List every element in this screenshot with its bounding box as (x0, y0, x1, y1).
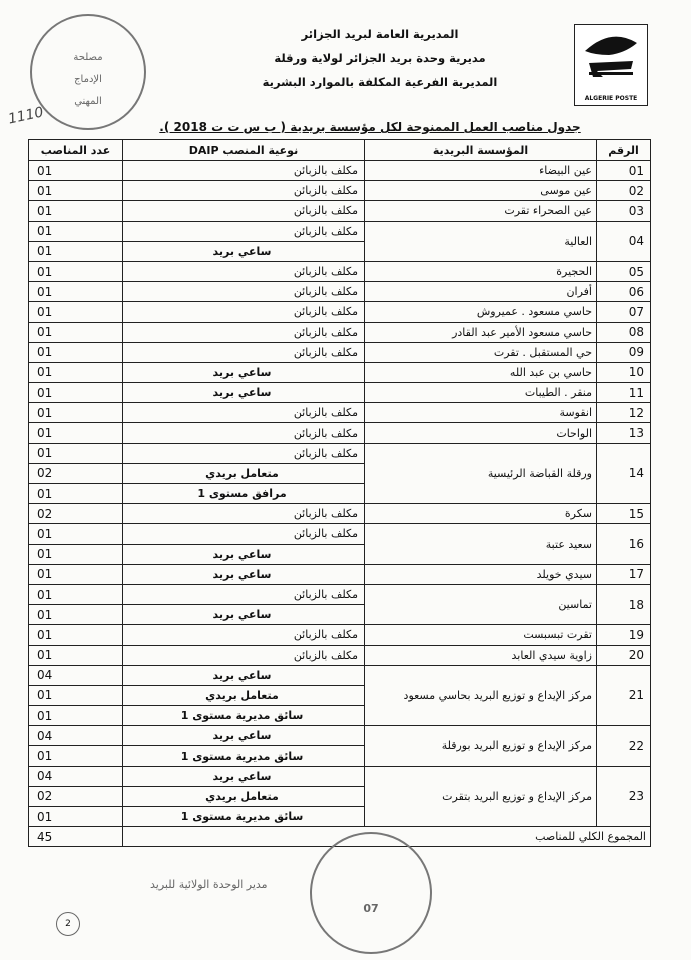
table-row (29, 181, 651, 201)
position-type: ساعي بريد (123, 544, 365, 564)
table-body (29, 161, 651, 827)
position-count: 02 (29, 786, 123, 806)
row-number: 14 (597, 443, 651, 504)
total-label: المجموع الكلي للمناصب (123, 827, 651, 847)
position-type: مكلف بالزبائن (123, 443, 365, 463)
position-type: مكلف بالزبائن (123, 403, 365, 423)
position-count: 01 (29, 282, 123, 302)
position-count: 01 (29, 201, 123, 221)
row-number: 16 (597, 524, 651, 564)
logo-icon (575, 25, 647, 85)
position-count: 01 (29, 685, 123, 705)
position-type: ساعي بريد (123, 383, 365, 403)
institution-name: مركز الإيداع و توزيع البريد بحاسي مسعود (365, 665, 597, 726)
table-row (29, 645, 651, 665)
col-header-num: الرقم (597, 140, 651, 161)
logo-caption: ALGERIE POSTE (584, 95, 638, 102)
col-header-cnt: عدد المناصب (29, 140, 123, 161)
table-row (29, 261, 651, 281)
position-count: 01 (29, 605, 123, 625)
position-type: ساعي بريد (123, 726, 365, 746)
table-row (29, 362, 651, 382)
institution-name: انقوسة (365, 403, 597, 423)
institution-name: حاسي مسعود . عميروش (365, 302, 597, 322)
table-row (29, 524, 651, 544)
position-type: سائق مديرية مستوى 1 (123, 706, 365, 726)
position-type: مكلف بالزبائن (123, 282, 365, 302)
handwritten-reference: 1110 (6, 104, 45, 128)
table-row (29, 342, 651, 362)
position-count: 01 (29, 241, 123, 261)
institution-name: سكرة (365, 504, 597, 524)
row-number: 10 (597, 362, 651, 382)
algerie-poste-logo (574, 24, 648, 106)
row-number: 15 (597, 504, 651, 524)
position-count: 01 (29, 221, 123, 241)
row-number: 05 (597, 261, 651, 281)
positions-table (28, 139, 651, 847)
table-row (29, 766, 651, 786)
institution-name: حاسي بن عبد الله (365, 362, 597, 382)
position-count: 01 (29, 706, 123, 726)
institution-name: حاسي مسعود الأمير عبد القادر (365, 322, 597, 342)
position-type: مكلف بالزبائن (123, 342, 365, 362)
position-count: 01 (29, 807, 123, 827)
position-type: متعامل بريدي (123, 463, 365, 483)
table-row (29, 201, 651, 221)
total-value: 45 (29, 827, 123, 847)
position-type: مرافق مستوى 1 (123, 484, 365, 504)
position-count: 04 (29, 665, 123, 685)
position-type: مكلف بالزبائن (123, 625, 365, 645)
institution-name: تقرت تبسبست (365, 625, 597, 645)
row-number: 02 (597, 181, 651, 201)
table-row (29, 302, 651, 322)
position-count: 01 (29, 544, 123, 564)
position-count: 01 (29, 383, 123, 403)
institution-name: العالية (365, 221, 597, 261)
institution-name: عين البيضاء (365, 161, 597, 181)
position-count: 01 (29, 362, 123, 382)
row-number: 01 (597, 161, 651, 181)
position-type: مكلف بالزبائن (123, 423, 365, 443)
institution-name: أفران (365, 282, 597, 302)
position-count: 02 (29, 463, 123, 483)
row-number: 17 (597, 564, 651, 584)
position-type: مكلف بالزبائن (123, 161, 365, 181)
position-count: 01 (29, 564, 123, 584)
table-row (29, 403, 651, 423)
stamp-text: الإدماج (74, 74, 102, 85)
row-number: 08 (597, 322, 651, 342)
header-line: مديرية وحدة بريد الجزائر لولاية ورقلة (274, 51, 486, 65)
position-count: 01 (29, 322, 123, 342)
institution-name: عين الصحراء تقرت (365, 201, 597, 221)
table-row (29, 625, 651, 645)
table-row (29, 443, 651, 463)
position-count: 01 (29, 645, 123, 665)
table-row (29, 584, 651, 604)
position-type: متعامل بريدي (123, 786, 365, 806)
position-type: مكلف بالزبائن (123, 322, 365, 342)
position-type: متعامل بريدي (123, 685, 365, 705)
institution-name: الواحات (365, 423, 597, 443)
row-number: 18 (597, 584, 651, 624)
position-count: 02 (29, 504, 123, 524)
position-count: 01 (29, 342, 123, 362)
position-count: 01 (29, 181, 123, 201)
position-type: مكلف بالزبائن (123, 302, 365, 322)
table-header-row (29, 140, 651, 161)
position-type: مكلف بالزبائن (123, 524, 365, 544)
row-number: 12 (597, 403, 651, 423)
position-type: مكلف بالزبائن (123, 504, 365, 524)
institution-name: تماسين (365, 584, 597, 624)
table-row (29, 221, 651, 241)
row-number: 09 (597, 342, 651, 362)
table-row (29, 161, 651, 181)
page-number: 2 (56, 912, 80, 936)
row-number: 23 (597, 766, 651, 827)
institution-name: مركز الإيداع و توزيع البريد بورقلة (365, 726, 597, 766)
row-number: 04 (597, 221, 651, 261)
position-type: مكلف بالزبائن (123, 645, 365, 665)
position-type: ساعي بريد (123, 241, 365, 261)
row-number: 19 (597, 625, 651, 645)
position-count: 04 (29, 726, 123, 746)
document-header (230, 22, 530, 94)
table-row (29, 322, 651, 342)
col-header-inst: المؤسسة البريدية (365, 140, 597, 161)
table-row (29, 504, 651, 524)
table-row (29, 282, 651, 302)
institution-name: عين موسى (365, 181, 597, 201)
position-count: 01 (29, 746, 123, 766)
official-stamp-bottom (310, 832, 432, 954)
position-count: 01 (29, 161, 123, 181)
row-number: 06 (597, 282, 651, 302)
position-type: مكلف بالزبائن (123, 221, 365, 241)
position-type: ساعي بريد (123, 564, 365, 584)
position-count: 01 (29, 625, 123, 645)
position-count: 01 (29, 403, 123, 423)
institution-name: سعيد عتبة (365, 524, 597, 564)
stamp-text: مصلحة (73, 52, 103, 63)
position-count: 01 (29, 423, 123, 443)
position-count: 01 (29, 524, 123, 544)
position-type: مكلف بالزبائن (123, 584, 365, 604)
institution-name: سيدي خويلد (365, 564, 597, 584)
position-type: مكلف بالزبائن (123, 201, 365, 221)
col-header-pos: نوعية المنصب DAIP (123, 140, 365, 161)
position-count: 01 (29, 302, 123, 322)
stamp-text: المهني (74, 96, 102, 107)
header-line: المديرية الفرعية المكلفة بالموارد البشرية (262, 75, 498, 89)
table-row (29, 726, 651, 746)
row-number: 11 (597, 383, 651, 403)
institution-name: ورقلة القباضة الرئيسية (365, 443, 597, 504)
row-number: 22 (597, 726, 651, 766)
institution-name: مركز الإيداع و توزيع البريد بتقرت (365, 766, 597, 827)
position-type: سائق مديرية مستوى 1 (123, 807, 365, 827)
row-number: 21 (597, 665, 651, 726)
position-type: مكلف بالزبائن (123, 181, 365, 201)
row-number: 03 (597, 201, 651, 221)
table-row (29, 665, 651, 685)
table-row (29, 383, 651, 403)
position-type: مكلف بالزبائن (123, 261, 365, 281)
document-title: جدول مناصب العمل الممنوحة لكل مؤسسة بريدية ( ب س ت ت 2018 ). (159, 120, 581, 134)
official-stamp-left (30, 14, 146, 130)
row-number: 13 (597, 423, 651, 443)
institution-name: منقر . الطيبات (365, 383, 597, 403)
position-type: ساعي بريد (123, 766, 365, 786)
header-line: المديرية العامة لبريد الجزائر (301, 27, 459, 41)
position-count: 01 (29, 584, 123, 604)
signature-block: مدير الوحدة الولائية للبريد (150, 878, 268, 891)
row-number: 07 (597, 302, 651, 322)
position-count: 01 (29, 261, 123, 281)
stamp-text: 07 (363, 902, 379, 915)
row-number: 20 (597, 645, 651, 665)
position-type: ساعي بريد (123, 605, 365, 625)
position-type: سائق مديرية مستوى 1 (123, 746, 365, 766)
table-row (29, 564, 651, 584)
institution-name: حي المستقبل . تقرت (365, 342, 597, 362)
position-type: ساعي بريد (123, 362, 365, 382)
institution-name: الحجيرة (365, 261, 597, 281)
position-count: 01 (29, 484, 123, 504)
position-type: ساعي بريد (123, 665, 365, 685)
institution-name: زاوية سيدي العابد (365, 645, 597, 665)
position-count: 04 (29, 766, 123, 786)
table-row (29, 423, 651, 443)
position-count: 01 (29, 443, 123, 463)
